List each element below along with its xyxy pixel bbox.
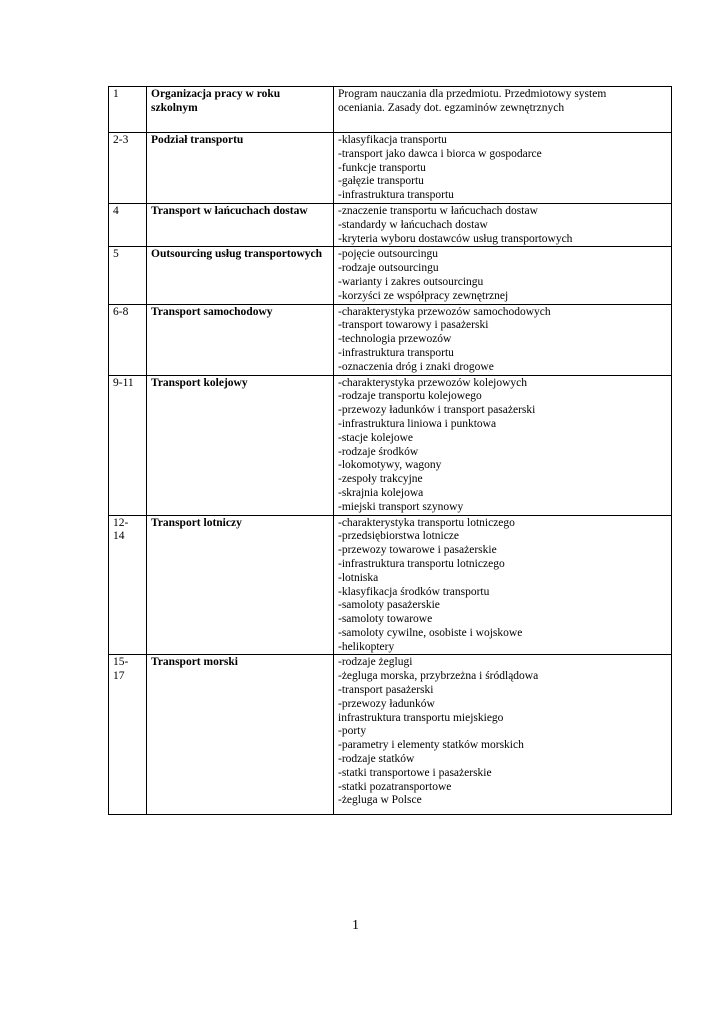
lesson-topic: Podział transportu [147, 133, 334, 204]
content-line: -przewozy ładunków [338, 697, 435, 710]
lesson-topic: Transport morski [147, 655, 334, 815]
content-line: -infrastruktura transportu [338, 346, 454, 359]
page-number: 1 [352, 918, 359, 933]
content-line: -klasyfikacja transportu [338, 134, 447, 146]
lesson-content [334, 87, 672, 133]
content-line: -technologia przewozów [338, 333, 452, 346]
content-line: -lotniska [338, 571, 379, 584]
table-row [109, 247, 672, 304]
content-line: -rodzaje transportu kolejowego [338, 390, 482, 403]
content-line: -przewozy ładunków i transport pasażerski [338, 404, 536, 417]
content-line: -helikoptery [338, 640, 395, 653]
content-line: Program nauczania dla przedmiotu. Przedmiotowy system [338, 88, 607, 100]
content-line: -przewozy towarowe i pasażerskie [338, 544, 497, 557]
content-line: -infrastruktura transportu lotniczego [338, 557, 505, 570]
content-line: -charakterystyka przewozów samochodowych [338, 305, 551, 318]
lesson-topic: Outsourcing usług transportowych [147, 247, 334, 304]
table-row [109, 655, 672, 815]
content-line: -samoloty pasażerskie [338, 599, 440, 612]
content-line: -żegluga morska, przybrzeżna i śródlądowa [338, 670, 539, 683]
content-line: oceniania. Zasady dot. egzaminów zewnętrznych [338, 101, 565, 114]
table-row [109, 87, 672, 133]
table-row [109, 133, 672, 204]
lesson-content [334, 133, 672, 204]
table-row [109, 375, 672, 515]
content-line: -transport pasażerski [338, 684, 434, 697]
lesson-number: 9-11 [109, 375, 147, 515]
lesson-number-part: 14 [113, 530, 125, 543]
lesson-number: 1 [109, 87, 147, 133]
lesson-number [109, 655, 147, 815]
content-line: -gałęzie transportu [338, 175, 424, 188]
content-line: -przedsiębiorstwa lotnicze [338, 530, 460, 543]
content-line: -lokomotywy, wagony [338, 459, 442, 472]
content-line: infrastruktura transportu miejskiego [338, 711, 504, 724]
curriculum-table [108, 86, 672, 815]
lesson-topic: Organizacja pracy w roku szkolnym [147, 87, 334, 133]
content-line: -skrajnia kolejowa [338, 486, 424, 499]
curriculum-table-body [109, 87, 672, 815]
lesson-number: 2-3 [109, 133, 147, 204]
lesson-number-part: 12- [113, 516, 129, 529]
lesson-content [334, 375, 672, 515]
lesson-topic: Transport lotniczy [147, 515, 334, 655]
lesson-topic: Transport samochodowy [147, 304, 334, 375]
content-line: -infrastruktura liniowa i punktowa [338, 417, 497, 430]
content-line: -infrastruktura transportu [338, 189, 454, 202]
lesson-topic: Transport kolejowy [147, 375, 334, 515]
lesson-topic: Transport w łańcuchach dostaw [147, 203, 334, 246]
content-line: -statki pozatransportowe [338, 780, 452, 793]
content-line: -samoloty towarowe [338, 613, 433, 626]
table-row [109, 203, 672, 246]
lesson-number-part: 17 [113, 670, 125, 683]
content-line: -charakterystyka przewozów kolejowych [338, 376, 528, 389]
lesson-content [334, 655, 672, 815]
content-line: -charakterystyka transportu lotniczego [338, 516, 515, 529]
content-line: -stacje kolejowe [338, 431, 414, 444]
lesson-number: 5 [109, 247, 147, 304]
content-line: -standardy w łańcuchach dostaw [338, 218, 488, 231]
table-row [109, 304, 672, 375]
content-line: -statki transportowe i pasażerskie [338, 766, 492, 779]
content-line: -rodzaje statków [338, 753, 415, 766]
content-line: -żegluga w Polsce [338, 794, 422, 807]
content-line: -parametry i elementy statków morskich [338, 739, 524, 752]
content-line: -samoloty cywilne, osobiste i wojskowe [338, 626, 523, 639]
content-line: -klasyfikacja środków transportu [338, 585, 490, 598]
content-line: -korzyści ze współpracy zewnętrznej [338, 289, 509, 302]
content-line: -oznaczenia dróg i znaki drogowe [338, 360, 494, 373]
content-line: -znaczenie transportu w łańcuchach dostaw [338, 204, 538, 217]
lesson-content [334, 247, 672, 304]
lesson-content [334, 515, 672, 655]
lesson-content [334, 304, 672, 375]
content-line: -rodzaje outsourcingu [338, 262, 439, 275]
lesson-number [109, 515, 147, 655]
content-line: -miejski transport szynowy [338, 500, 464, 513]
content-line: -transport towarowy i pasażerski [338, 319, 489, 332]
content-line: -porty [338, 725, 367, 738]
content-line: -transport jako dawca i biorca w gospodarce [338, 147, 542, 160]
content-line: -rodzaje środków [338, 445, 419, 458]
lesson-number-part: 15- [113, 656, 129, 669]
content-line: -rodzaje żeglugi [338, 656, 413, 669]
content-line: -kryteria wyboru dostawców usług transportowych [338, 232, 573, 245]
content-line: -warianty i zakres outsourcingu [338, 275, 484, 288]
content-line: -zespoły trakcyjne [338, 473, 423, 486]
table-row [109, 515, 672, 655]
content-line: -funkcje transportu [338, 161, 426, 174]
lesson-number: 6-8 [109, 304, 147, 375]
lesson-number: 4 [109, 203, 147, 246]
lesson-content [334, 203, 672, 246]
content-line: -pojęcie outsourcingu [338, 248, 438, 261]
